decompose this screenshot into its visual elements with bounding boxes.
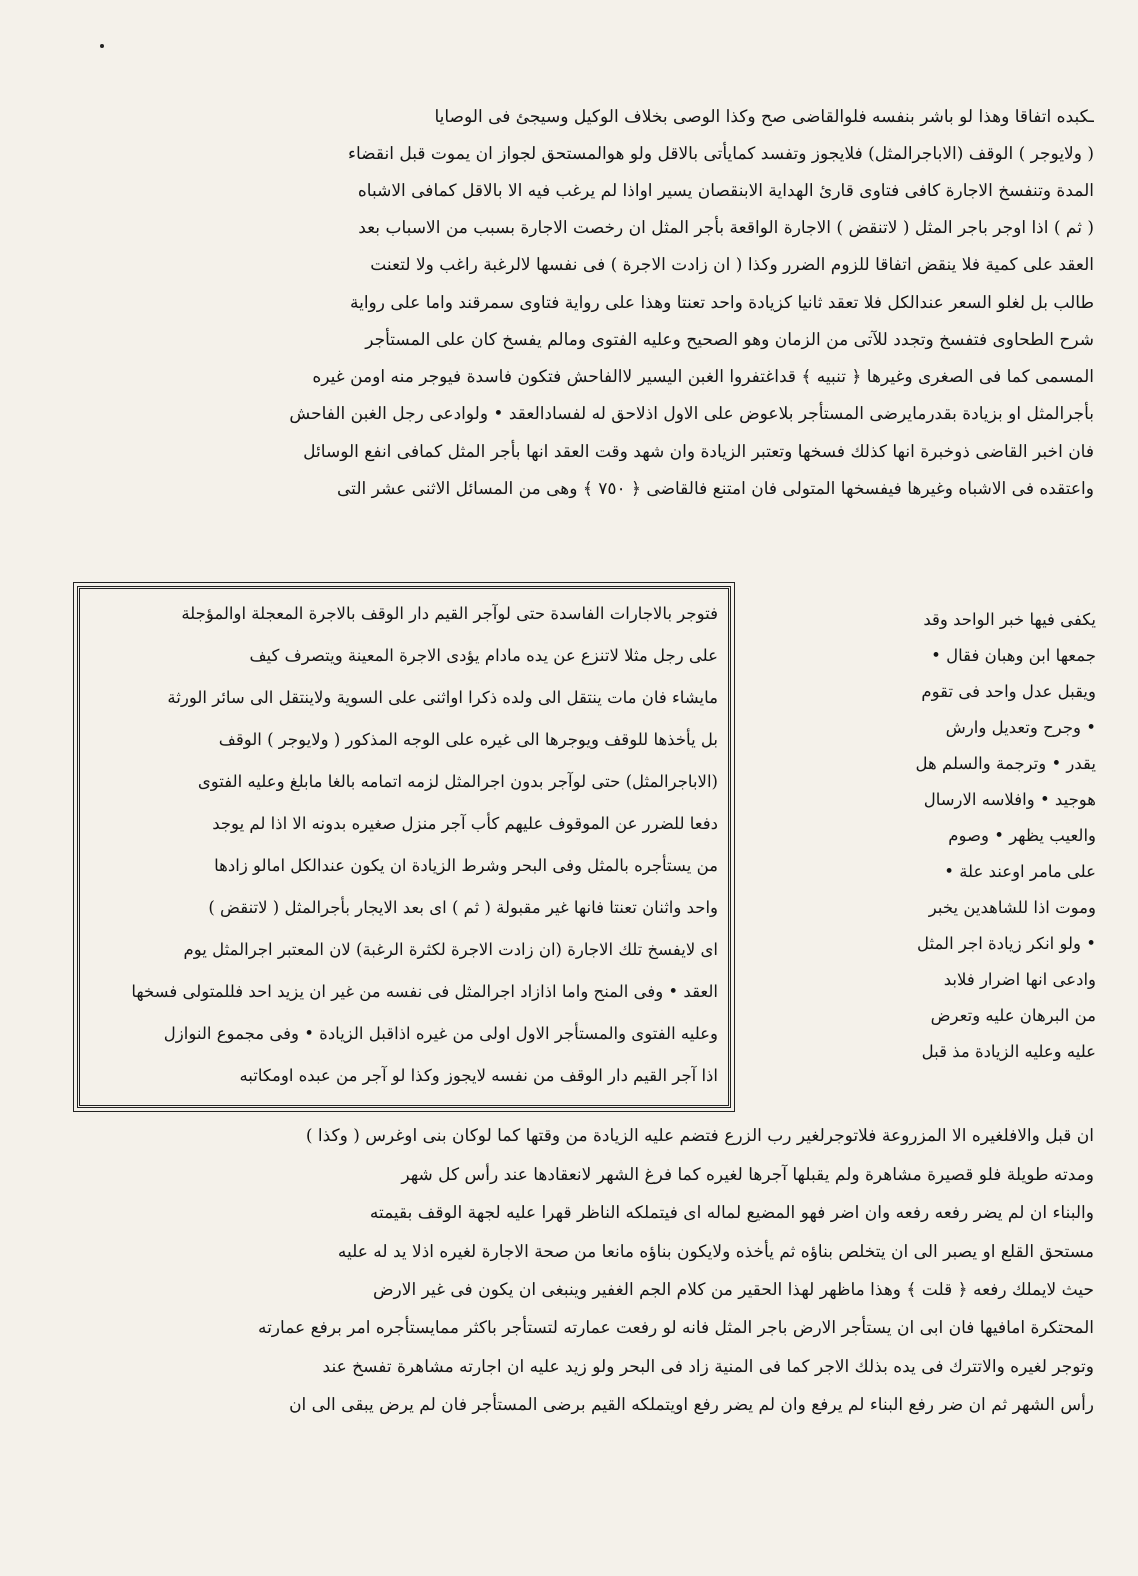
text-line: المدة وتنفسخ الاجارة كافى فتاوى قارئ الهداية الابنقصان يسير اواذا لم يرغب فيه الا بالاقل كمافى الاشباه — [357, 181, 1094, 201]
box-line: على رجل مثلا لاتنزع عن يده مادام يؤدى الاجرة المعينة ويتصرف كيف — [249, 646, 718, 665]
text-line: والبناء ان لم يضر رفعه رفعه وان اضر فهو المضيع لماله اى فيتملكه الناظر قهرا عليه لجهة الوقف بقيمته — [369, 1203, 1094, 1223]
box-line: واحد واثنان تعنتا فانها غير مقبولة ( ثم ) اى بعد الايجار بأجرالمثل ( لاتنقض ) — [208, 898, 718, 917]
box-line: اذا آجر القيم دار الوقف من نفسه لايجوز وكذا لو آجر من عبده اومكاتبه — [239, 1066, 718, 1085]
side-line: يكفى فيها خبر الواحد وقد — [923, 610, 1096, 629]
side-line: من البرهان عليه وتعرض — [930, 1006, 1096, 1025]
box-line: بل يأخذها للوقف ويوجرها الى غيره على الوجه المذكور ( ولايوجر ) الوقف — [218, 730, 718, 749]
side-line: يقدر • وترجمة والسلم هل — [915, 754, 1096, 773]
side-line: على مامر اوعند علة • — [944, 862, 1096, 881]
page-speck — [100, 44, 104, 48]
side-line: جمعها ابن وهبان فقال • — [931, 646, 1096, 665]
text-line: ان قبل والافلغيره الا المزروعة فلاتوجرلغير رب الزرع فتضم عليه الزيادة من وقتها كما لوكان بنى اوغرس ( وكذا ) — [305, 1126, 1094, 1146]
text-line: ـكبده اتفاقا وهذا لو باشر بنفسه فلوالقاضى صح وكذا الوصى بخلاف الوكيل وسيجئ فى الوصايا — [434, 107, 1094, 127]
box-line: (الاباجرالمثل) حتى لوآجر بدون اجرالمثل لزمه اتمامه بالغا مابلغ وعليه الفتوى — [197, 772, 718, 791]
text-line: المسمى كما فى الصغرى وغيرها ﴿ تنبيه ﴾ قداغتفروا الغبن اليسير لاالفاحش فتكون فاسدة فيوجر منه اومن غيره — [312, 367, 1094, 387]
side-line: هوجيد • وافلاسه الارسال — [923, 790, 1096, 809]
commentary-box — [77, 586, 731, 1108]
text-line: واعتقده فى الاشباه وغيرها فيفسخها المتولى فان امتنع فالقاضى ﴿ ٧٥٠ ﴾ وهى من المسائل الاثنى عشر التى — [337, 479, 1094, 499]
text-line: بأجرالمثل او بزيادة بقدرمايرضى المستأجر بلاعوض على الاول اذلاحق له لفسادالعقد • ولوادعى رجل الغبن الفاحش — [289, 404, 1094, 424]
text-line: ( ثم ) اذا اوجر باجر المثل ( لاتنقض ) الاجارة الواقعة بأجر المثل ان رخصت الاجارة بسبب من الاسباب بعد — [358, 218, 1094, 238]
text-line: ومدته طويلة فلو قصيرة مشاهرة ولم يقبلها آجرها لغيره كما فرغ الشهر لانعقادها عند رأس كل شهر — [401, 1165, 1094, 1185]
text-line: ( ولايوجر ) الوقف (الاباجرالمثل) فلايجوز وتفسد كمايأتى بالاقل ولو هوالمستحق لجواز ان يموت قبل انقضاء — [348, 144, 1094, 164]
box-line: اى لايفسخ تلك الاجارة (ان زادت الاجرة لكثرة الرغبة) لان المعتبر اجرالمثل يوم — [183, 940, 718, 959]
side-line: وموت اذا للشاهدين يخبر — [928, 898, 1096, 917]
side-line: ويقبل عدل واحد فى تقوم — [921, 682, 1096, 701]
side-line: عليه وعليه الزيادة مذ قبل — [921, 1042, 1096, 1061]
text-line: فان اخبر القاضى ذوخبرة انها كذلك فسخها وتعتبر الزيادة وان شهد وقت العقد انها بأجر المثل كمافى انفع الوسائل — [303, 442, 1094, 462]
box-line: دفعا للضرر عن الموقوف عليهم كأب آجر منزل صغيره بدونه الا اذا لم يوجد — [212, 814, 718, 833]
text-line: العقد على كمية فلا ينقض اتفاقا للزوم الضرر وكذا ( ان زادت الاجرة ) فى نفسها لالرغبة راغب ولا لتعنت — [370, 255, 1094, 275]
side-line: • وجرح وتعديل وارش — [945, 718, 1096, 737]
text-line: حيث لايملك رفعه ﴿ قلت ﴾ وهذا ماظهر لهذا الحقير من كلام الجم الغفير وينبغى ان يكون فى غير الارض — [373, 1280, 1094, 1300]
text-line: مستحق القلع او يصبر الى ان يتخلص بناؤه ثم يأخذه ولايكون بناؤه مانعا من صحة الاجارة لغيره اذلا يد له عليه — [337, 1242, 1094, 1262]
text-line: المحتكرة امافيها فان ابى ان يستأجر الارض باجر المثل فانه لو رفعت عمارته لتستأجر باكثر ممايستأجره امر برفع عمارته — [257, 1318, 1094, 1338]
box-line: من يستأجره بالمثل وفى البحر وشرط الزيادة ان يكون عندالكل امالو زادها — [214, 856, 718, 875]
box-line: وعليه الفتوى والمستأجر الاول اولى من غيره اذاقبل الزيادة • وفى مجموع النوازل — [163, 1024, 718, 1043]
text-line: شرح الطحاوى فتفسخ وتجدد للآتى من الزمان وهو الصحيح وعليه الفتوى ومالم يفسخ كان على المستأجر — [365, 330, 1094, 350]
side-line: وادعى انها اضرار فلابد — [943, 970, 1096, 989]
box-line: العقد • وفى المنح واما اذازاد اجرالمثل فى نفسه من غير ان يزيد احد فللمتولى فسخها — [131, 982, 718, 1001]
side-line: • ولو انكر زيادة اجر المثل — [917, 934, 1096, 953]
box-line: مايشاء فان مات ينتقل الى ولده ذكرا اواثنى على السوية ولاينتقل الى سائر الورثة — [167, 688, 718, 707]
side-line: والعيب يظهر • وصوم — [948, 826, 1096, 845]
text-line: طالب بل لغلو السعر عندالكل فلا تعقد ثانيا كزيادة واحد تعنتا وهذا على رواية فتاوى سمرقند واما على رواية — [349, 293, 1094, 313]
box-line: فتوجر بالاجارات الفاسدة حتى لوآجر القيم دار الوقف بالاجرة المعجلة اوالمؤجلة — [181, 604, 718, 623]
text-line: رأس الشهر ثم ان ضر رفع البناء لم يرفع وان لم يضر رفع اويتملكه القيم برضى المستأجر فان لم يرض يبقى الى ان — [289, 1395, 1094, 1415]
text-line: وتوجر لغيره والاتترك فى يده بذلك الاجر كما فى المنية زاد فى البحر ولو زيد عليه ان اجارته مشاهرة تفسخ عند — [322, 1357, 1094, 1377]
